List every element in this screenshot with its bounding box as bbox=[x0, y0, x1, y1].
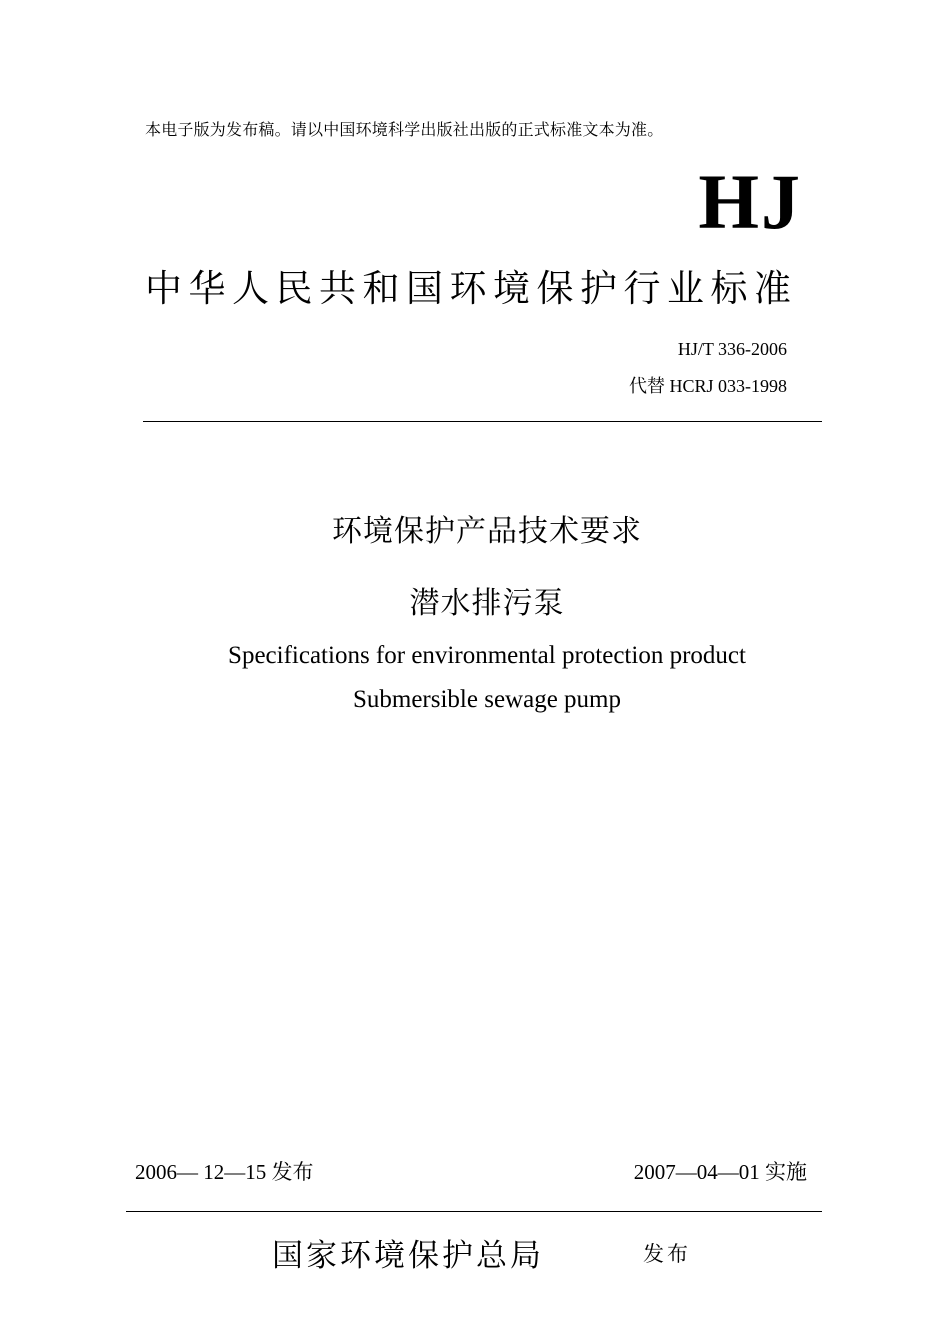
hj-logo: HJ bbox=[698, 158, 802, 245]
title-chinese-main: 环境保护产品技术要求 bbox=[332, 514, 642, 549]
effective-date: 2007—04—01 实施 bbox=[633, 1160, 807, 1184]
standard-number: HJ/T 336-2006 bbox=[677, 339, 787, 359]
title-english-sub: Submersible sewage pump bbox=[352, 686, 621, 713]
top-divider bbox=[143, 421, 822, 422]
industry-standard-title: 中华人民共和国环境保护行业标准 bbox=[145, 267, 798, 310]
release-notice: 本电子版为发布稿。请以中国环境科学出版社出版的正式标准文本为准。 bbox=[145, 120, 664, 139]
publish-label: 发布 bbox=[643, 1242, 691, 1266]
publisher-name: 国家环境保护总局 bbox=[272, 1238, 544, 1274]
bottom-divider bbox=[126, 1211, 822, 1212]
title-english-main: Specifications for environmental protection product bbox=[228, 642, 746, 669]
issue-date: 2006— 12—15 发布 bbox=[135, 1160, 314, 1184]
replaces-standard: 代替 HCRJ 033-1998 bbox=[628, 376, 787, 396]
title-chinese-sub: 潜水排污泵 bbox=[409, 586, 565, 621]
